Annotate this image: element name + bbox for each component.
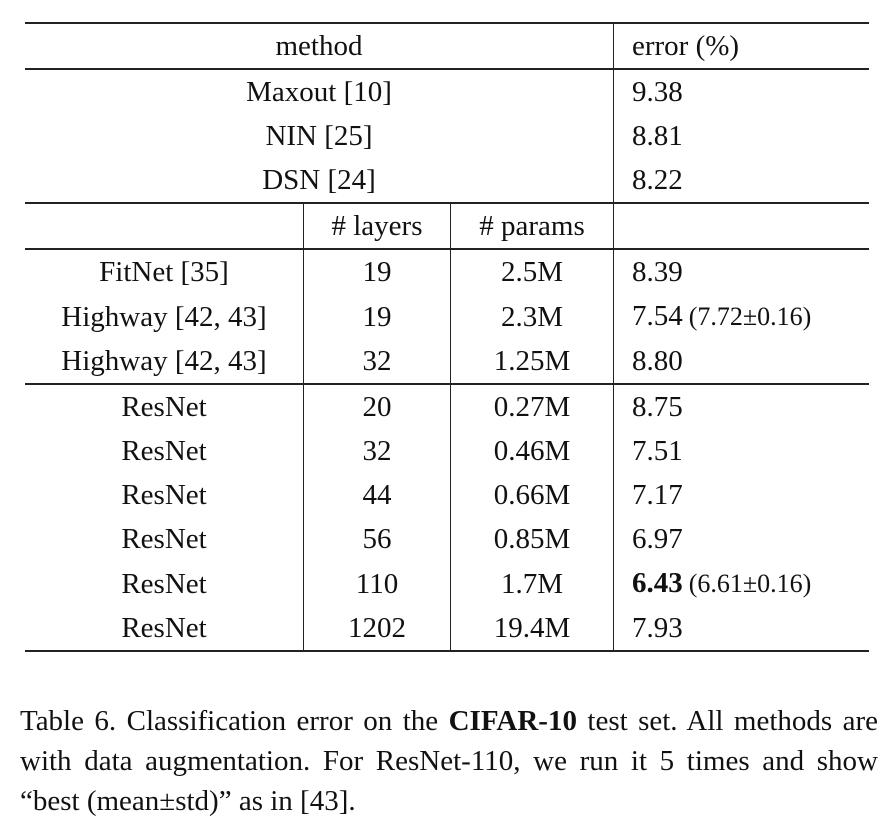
method-cell: NIN [25] [25,114,614,158]
params-cell: 2.5M [451,249,614,294]
table-row [25,294,869,339]
table-row [25,158,869,203]
params-cell: 1.25M [451,339,614,384]
table-row [25,249,869,294]
table-row [25,429,869,473]
layers-cell: 32 [304,339,451,384]
params-cell: 0.85M [451,517,614,561]
table-row [25,473,869,517]
table-header-row [25,23,869,69]
method-cell: ResNet [25,384,304,429]
table-row [25,517,869,561]
error-cell: 8.22 [632,164,683,196]
table-row [25,606,869,651]
layers-cell: 1202 [304,606,451,651]
caption-prefix: Table 6. Classification error on the [20,705,449,737]
table-subheader-row [25,203,869,249]
method-cell: Highway [42, 43] [25,339,304,384]
error-cell [614,517,870,561]
layers-cell: 32 [304,429,451,473]
method-cell: FitNet [35] [25,249,304,294]
layers-cell: 44 [304,473,451,517]
method-cell: ResNet [25,517,304,561]
caption-dataset: CIFAR-10 [448,705,577,737]
params-cell: 0.66M [451,473,614,517]
table-row [25,339,869,384]
results-table-body [25,23,869,651]
params-cell: 19.4M [451,606,614,651]
params-cell: 1.7M [451,561,614,606]
params-cell: 0.46M [451,429,614,473]
method-cell: ResNet [25,473,304,517]
method-cell: ResNet [25,429,304,473]
params-cell: 0.27M [451,384,614,429]
header-error: error (%) [614,23,870,69]
error-cell: 9.38 [614,69,870,114]
error-note: (7.72±0.16) [688,302,812,331]
error-value: 8.75 [632,391,683,423]
error-cell [614,473,870,517]
error-value: 6.43 [632,567,683,599]
layers-cell: 56 [304,517,451,561]
error-cell: 8.81 [632,120,683,152]
error-value: 6.97 [632,523,683,555]
table-row [25,69,869,114]
error-value: 8.80 [632,345,683,377]
error-cell [614,429,870,473]
error-cell [614,339,870,384]
header-method: method [25,23,614,69]
error-value: 7.17 [632,479,683,511]
layers-cell: 20 [304,384,451,429]
method-cell: ResNet [25,606,304,651]
subheader-layers: # layers [304,203,451,249]
error-note: (6.61±0.16) [688,569,812,598]
caption-suffix: test set. All methods are with data augmentation. For ResNet-110, we run it 5 times and show “best (mean±std)” as in [43]. [20,705,878,817]
subheader-error-empty [614,203,870,249]
results-table [25,22,869,652]
table-row [25,114,869,158]
table-caption [20,701,878,821]
layers-cell: 19 [304,249,451,294]
error-cell [614,249,870,294]
error-value: 7.93 [632,612,683,644]
layers-cell: 19 [304,294,451,339]
subheader-params: # params [451,203,614,249]
error-cell [614,294,870,339]
error-value: 7.51 [632,435,683,467]
method-cell: Maxout [10] [25,69,614,114]
subheader-empty [25,203,304,249]
method-cell: DSN [24] [25,158,614,203]
error-cell [614,606,870,651]
method-cell: ResNet [25,561,304,606]
error-cell [614,561,870,606]
table-row [25,561,869,606]
error-value: 7.54 [632,300,683,332]
method-cell: Highway [42, 43] [25,294,304,339]
error-cell [614,384,870,429]
layers-cell: 110 [304,561,451,606]
error-value: 8.39 [632,256,683,288]
table-row [25,384,869,429]
params-cell: 2.3M [451,294,614,339]
